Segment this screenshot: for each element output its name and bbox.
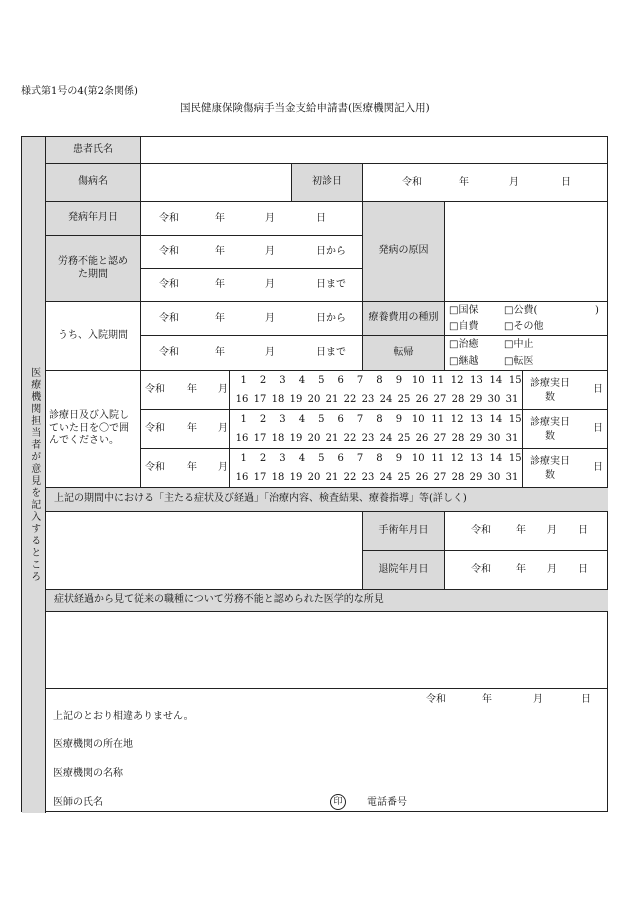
hospital-period-label: うち、入院期間 (46, 302, 141, 371)
calendar-day[interactable]: 7 (356, 453, 364, 464)
onset-date-field[interactable]: 令和 年 月 日 (141, 202, 363, 236)
calendar-day[interactable]: 6 (337, 375, 344, 386)
incapacity-to-field[interactable]: 令和 年 月 日まで (141, 269, 363, 302)
calendar-day[interactable]: 4 (298, 414, 306, 425)
calendar-day[interactable]: 4 (298, 453, 306, 464)
clinic-address-label: 医療機関の所在地 (53, 739, 133, 750)
calendar-day[interactable]: 27 (433, 472, 447, 483)
calendar-day[interactable]: 3 (279, 414, 286, 425)
option-chushi[interactable]: □中止 (504, 339, 534, 350)
calendar-day[interactable]: 24 (379, 394, 393, 405)
form-number: 様式第1号の4(第2条関係) (21, 86, 138, 97)
calendar-days-3[interactable] (230, 449, 523, 488)
calendar-day[interactable]: 7 (356, 414, 364, 425)
phone-label: 電話番号 (367, 797, 407, 808)
medical-form (21, 136, 608, 812)
outcome-options[interactable] (445, 336, 608, 371)
doctor-name-label: 医師の氏名 (53, 797, 103, 808)
cert-date-month: 月 (533, 694, 543, 705)
hospital-to-field[interactable]: 令和 年 月 日まで (141, 336, 363, 371)
calendar-day[interactable]: 1 (240, 453, 247, 464)
calendar-day[interactable]: 5 (318, 414, 325, 425)
first-visit-label: 初診日 (292, 164, 363, 202)
calendar-day[interactable]: 8 (376, 414, 383, 425)
calendar-day[interactable]: 14 (489, 414, 503, 425)
calendar-day[interactable]: 5 (318, 375, 325, 386)
patient-name-label: 患者氏名 (46, 137, 141, 164)
calendar-day[interactable]: 19 (289, 394, 303, 405)
cert-date-year: 年 (482, 694, 492, 705)
certification-section (46, 689, 608, 812)
calendar-day[interactable]: 26 (415, 472, 429, 483)
calendar-day[interactable]: 20 (307, 433, 321, 444)
option-teni[interactable]: □転医 (504, 356, 534, 367)
sidebar-label: 医療機関担当者が意見を記入するところ (28, 367, 40, 583)
option-jihi[interactable]: □自費 (449, 321, 479, 332)
calendar-day[interactable]: 31 (505, 472, 519, 483)
visit-day-count-1[interactable]: 診療実日数 日 (523, 371, 608, 410)
calendar-day[interactable]: 21 (325, 394, 339, 405)
calendar-day[interactable]: 26 (415, 433, 429, 444)
disease-name-field[interactable] (141, 164, 292, 202)
patient-name-field[interactable] (141, 137, 608, 164)
outcome-label: 転帰 (363, 336, 445, 371)
calendar-day[interactable]: 28 (451, 394, 465, 405)
calendar-day[interactable]: 13 (470, 375, 483, 386)
calendar-days-1[interactable] (230, 371, 523, 410)
opinion-field[interactable] (46, 612, 608, 689)
cert-date-era: 令和 (426, 694, 446, 705)
onset-cause-label: 発病の原因 (363, 202, 445, 302)
course-header: 上記の期間中における「主たる症状及び経過」「治療内容、検査結果、療養指導」等(詳しく) (46, 488, 608, 512)
calendar-day[interactable]: 5 (318, 453, 325, 464)
cert-statement: 上記のとおり相違ありません。 (53, 711, 194, 722)
option-kokuho[interactable]: □国保 (449, 305, 479, 316)
calendar-day[interactable]: 16 (235, 472, 249, 483)
calendar-day[interactable]: 15 (508, 375, 522, 386)
course-field[interactable] (46, 512, 363, 590)
sidebar (22, 137, 46, 813)
calendar-day[interactable]: 20 (307, 394, 321, 405)
calendar-day[interactable]: 16 (235, 394, 249, 405)
calendar-day[interactable]: 30 (487, 394, 501, 405)
calendar-day[interactable]: 17 (253, 433, 267, 444)
calendar-day[interactable]: 6 (337, 453, 344, 464)
days-row-16-31[interactable] (233, 472, 521, 484)
calendar-day[interactable]: 16 (235, 433, 249, 444)
days-row-1-15[interactable] (234, 375, 525, 387)
option-chiyu[interactable]: □治癒 (449, 339, 479, 350)
calendar-days-2[interactable] (230, 410, 523, 449)
calendar-day[interactable]: 18 (271, 433, 285, 444)
calendar-day[interactable]: 13 (470, 453, 483, 464)
calendar-day[interactable]: 12 (450, 414, 464, 425)
visit-day-count-3[interactable]: 診療実日数 日 (523, 449, 608, 488)
calendar-day[interactable]: 6 (337, 414, 344, 425)
calendar-day[interactable]: 10 (411, 453, 425, 464)
calendar-day[interactable]: 26 (415, 394, 429, 405)
clinic-name-label: 医療機関の名称 (53, 768, 123, 779)
calendar-day[interactable]: 9 (395, 375, 403, 386)
calendar-day[interactable]: 24 (379, 472, 393, 483)
option-kouhi-close: ) (595, 305, 599, 316)
calendar-day[interactable]: 28 (451, 472, 465, 483)
discharge-date-label: 退院年月日 (363, 551, 445, 590)
calendar-day[interactable]: 22 (343, 394, 357, 405)
calendar-day[interactable]: 15 (508, 414, 522, 425)
calendar-day[interactable]: 28 (451, 433, 465, 444)
calendar-day[interactable]: 24 (379, 433, 393, 444)
calendar-day[interactable]: 30 (487, 433, 501, 444)
calendar-day[interactable]: 8 (376, 375, 383, 386)
incapacity-from-field[interactable]: 令和 年 月 日から (141, 236, 363, 269)
calendar-day[interactable]: 7 (356, 375, 364, 386)
calendar-day[interactable]: 21 (325, 433, 339, 444)
calendar-day[interactable]: 9 (395, 453, 403, 464)
seal-icon: 印 (330, 794, 346, 810)
calendar-day[interactable]: 17 (253, 472, 267, 483)
calendar-day[interactable]: 22 (343, 433, 357, 444)
calendar-day[interactable]: 13 (470, 414, 483, 425)
calendar-month-1[interactable]: 令和 年 月 (141, 371, 230, 410)
calendar-day[interactable]: 31 (505, 433, 519, 444)
days-row-1-15[interactable] (234, 414, 525, 426)
calendar-day[interactable]: 20 (307, 472, 321, 483)
cost-type-options[interactable] (445, 302, 608, 336)
days-row-1-15[interactable] (234, 453, 525, 465)
calendar-day[interactable]: 18 (271, 394, 285, 405)
calendar-day[interactable]: 11 (431, 414, 445, 425)
cert-date-day: 日 (581, 694, 591, 705)
calendar-day[interactable]: 12 (450, 375, 464, 386)
calendar-day[interactable]: 29 (469, 394, 483, 405)
calendar-month-2[interactable]: 令和 年 月 (141, 410, 230, 449)
days-row-16-31[interactable] (233, 394, 521, 406)
calendar-day[interactable]: 3 (279, 453, 286, 464)
first-visit-date[interactable]: 令和 年 月 日 (363, 164, 608, 202)
surgery-date-field[interactable]: 令和 年 月 日 (445, 512, 608, 551)
calendar-day[interactable]: 11 (431, 375, 445, 386)
calendar-day[interactable]: 19 (289, 433, 303, 444)
form-title: 国民健康保険傷病手当金支給申請書(医療機関記入用) (180, 102, 430, 114)
visit-days-label: 診療日及び入院していた日を〇で囲んでください。 (46, 371, 141, 488)
calendar-day[interactable]: 1 (240, 375, 247, 386)
calendar-day[interactable]: 10 (411, 414, 425, 425)
option-kouhi[interactable]: □公費( (504, 305, 538, 316)
calendar-day[interactable]: 2 (259, 375, 267, 386)
onset-cause-field[interactable] (445, 202, 608, 302)
option-keietsu[interactable]: □継越 (449, 356, 479, 367)
calendar-day[interactable]: 10 (411, 375, 425, 386)
calendar-day[interactable]: 15 (508, 453, 522, 464)
calendar-day[interactable]: 29 (469, 472, 483, 483)
calendar-day[interactable]: 4 (298, 375, 306, 386)
visit-day-count-2[interactable]: 診療実日数 日 (523, 410, 608, 449)
calendar-day[interactable]: 23 (361, 433, 375, 444)
calendar-day[interactable]: 11 (431, 453, 445, 464)
calendar-day[interactable]: 25 (397, 433, 411, 444)
calendar-day[interactable]: 22 (343, 472, 357, 483)
calendar-day[interactable]: 14 (489, 375, 503, 386)
calendar-day[interactable]: 31 (505, 394, 519, 405)
hospital-from-field[interactable]: 令和 年 月 日から (141, 302, 363, 336)
calendar-day[interactable]: 2 (259, 453, 267, 464)
surgery-date-label: 手術年月日 (363, 512, 445, 551)
calendar-day[interactable]: 17 (253, 394, 267, 405)
calendar-day[interactable]: 23 (361, 472, 375, 483)
calendar-day[interactable]: 27 (433, 433, 447, 444)
onset-date-label: 発病年月日 (46, 202, 141, 236)
cost-type-label: 療養費用の種別 (363, 302, 445, 336)
calendar-day[interactable]: 30 (487, 472, 501, 483)
calendar-day[interactable]: 8 (376, 453, 383, 464)
calendar-day[interactable]: 14 (489, 453, 503, 464)
calendar-day[interactable]: 2 (259, 414, 267, 425)
calendar-day[interactable]: 1 (240, 414, 247, 425)
calendar-day[interactable]: 18 (271, 472, 285, 483)
calendar-day[interactable]: 3 (279, 375, 286, 386)
opinion-header: 症状経過から見て従来の職種について労務不能と認められた医学的な所見 (46, 590, 608, 612)
calendar-day[interactable]: 25 (397, 394, 411, 405)
option-sonota[interactable]: □その他 (504, 321, 544, 332)
discharge-date-field[interactable]: 令和 年 月 日 (445, 551, 608, 590)
calendar-month-3[interactable]: 令和 年 月 (141, 449, 230, 488)
calendar-day[interactable]: 9 (395, 414, 403, 425)
incapacity-period-label: 労務不能と認めた期間 (46, 236, 141, 302)
calendar-day[interactable]: 25 (397, 472, 411, 483)
days-row-16-31[interactable] (233, 433, 521, 445)
calendar-day[interactable]: 23 (361, 394, 375, 405)
calendar-day[interactable]: 21 (325, 472, 339, 483)
calendar-day[interactable]: 27 (433, 394, 447, 405)
calendar-day[interactable]: 19 (289, 472, 303, 483)
calendar-day[interactable]: 12 (450, 453, 464, 464)
disease-name-label: 傷病名 (46, 164, 141, 202)
calendar-day[interactable]: 29 (469, 433, 483, 444)
